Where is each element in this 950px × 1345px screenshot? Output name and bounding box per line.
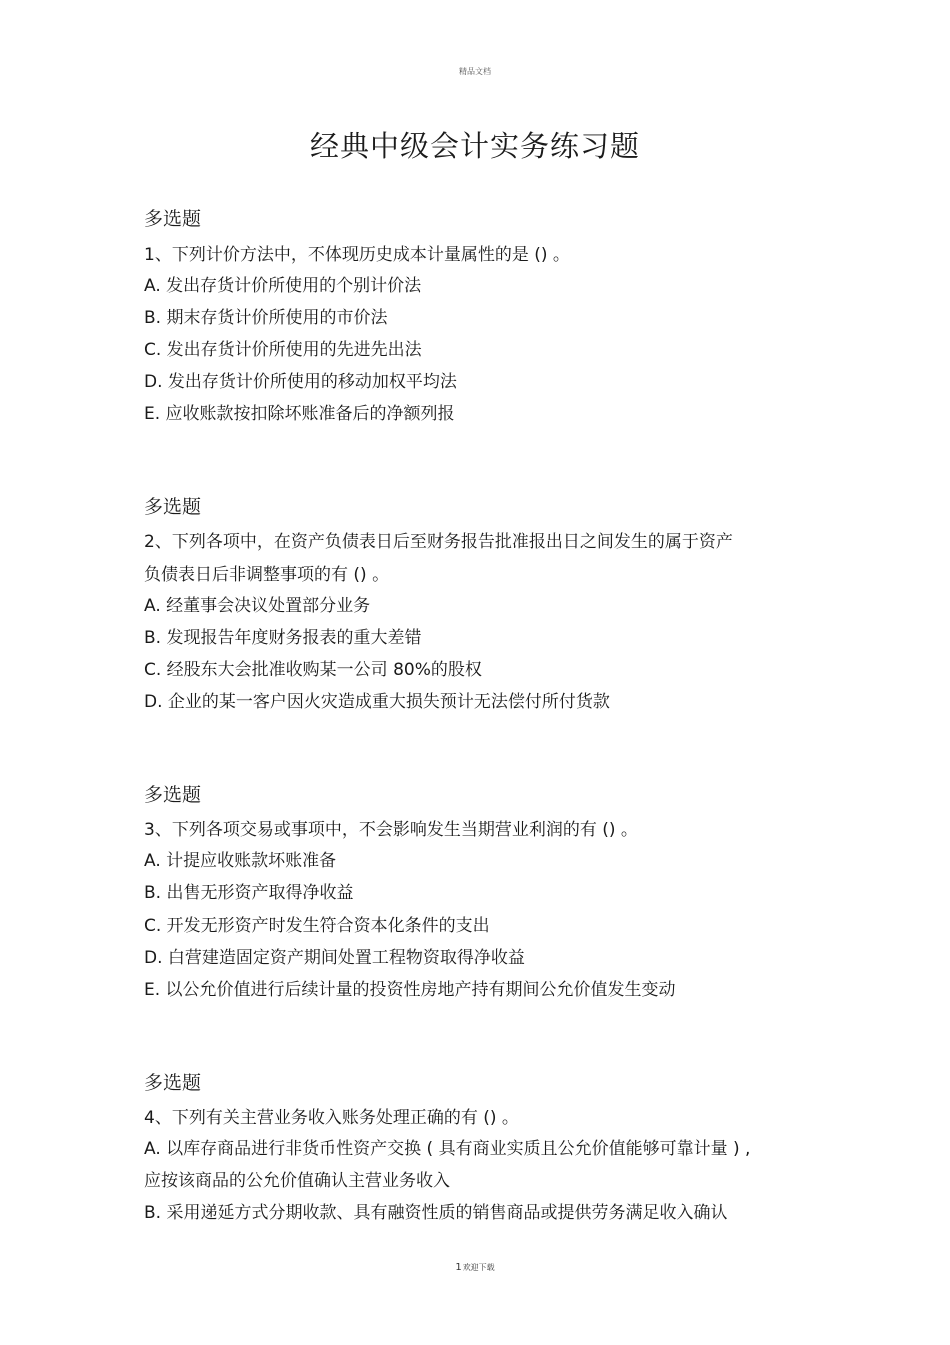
page-number: 1 bbox=[455, 1262, 462, 1273]
section-heading: 多选题 bbox=[144, 208, 202, 230]
question-text: 2、下列各项中，在资产负债表日后至财务报告批准报出日之间发生的属于资产 bbox=[144, 532, 733, 552]
option-item: D. 发出存货计价所使用的移动加权平均法 bbox=[144, 372, 457, 392]
footer-text: 欢迎下载 bbox=[462, 1263, 495, 1272]
option-item: A. 经董事会决议处置部分业务 bbox=[144, 596, 371, 616]
option-item: 应按该商品的公允价值确认主营业务收入 bbox=[144, 1171, 450, 1191]
question-text: 1、下列计价方法中，不体现历史成本计量属性的是 () 。 bbox=[144, 245, 570, 265]
question-text: 4、下列有关主营业务收入账务处理正确的有 () 。 bbox=[144, 1108, 519, 1128]
question-text: 负债表日后非调整事项的有 () 。 bbox=[144, 565, 390, 585]
option-item: A. 以库存商品进行非货币性资产交换 ( 具有商业实质且公允价值能够可靠计量 ) , bbox=[144, 1139, 751, 1159]
document-title: 经典中级会计实务练习题 bbox=[309, 129, 640, 163]
option-item: B. 采用递延方式分期收款、具有融资性质的销售商品或提供劳务满足收入确认 bbox=[144, 1203, 728, 1223]
option-item: C. 开发无形资产时发生符合资本化条件的支出 bbox=[144, 916, 490, 936]
option-item: E. 应收账款按扣除坏账准备后的净额列报 bbox=[144, 404, 455, 424]
question-text: 3、下列各项交易或事项中，不会影响发生当期营业利润的有 () 。 bbox=[144, 820, 638, 840]
option-item: C. 发出存货计价所使用的先进先出法 bbox=[144, 340, 422, 360]
option-item: D. 企业的某一客户因火灾造成重大损失预计无法偿付所付货款 bbox=[144, 692, 610, 712]
option-item: E. 以公允价值进行后续计量的投资性房地产持有期间公允价值发生变动 bbox=[144, 980, 676, 1000]
option-item: A. 计提应收账款坏账准备 bbox=[144, 851, 337, 871]
option-item: C. 经股东大会批准收购某一公司 80%的股权 bbox=[144, 660, 482, 680]
page-footer bbox=[0, 1262, 950, 1273]
option-item: B. 期末存货计价所使用的市价法 bbox=[144, 308, 388, 328]
section-heading: 多选题 bbox=[144, 1072, 202, 1094]
option-item: B. 发现报告年度财务报表的重大差错 bbox=[144, 628, 422, 648]
section-heading: 多选题 bbox=[144, 496, 202, 518]
option-item: B. 出售无形资产取得净收益 bbox=[144, 883, 354, 903]
option-item: A. 发出存货计价所使用的个别计价法 bbox=[144, 276, 422, 296]
page-header: 精品文档 bbox=[459, 67, 491, 76]
section-heading: 多选题 bbox=[144, 784, 202, 806]
option-item: D. 白营建造固定资产期间处置工程物资取得净收益 bbox=[144, 948, 525, 968]
